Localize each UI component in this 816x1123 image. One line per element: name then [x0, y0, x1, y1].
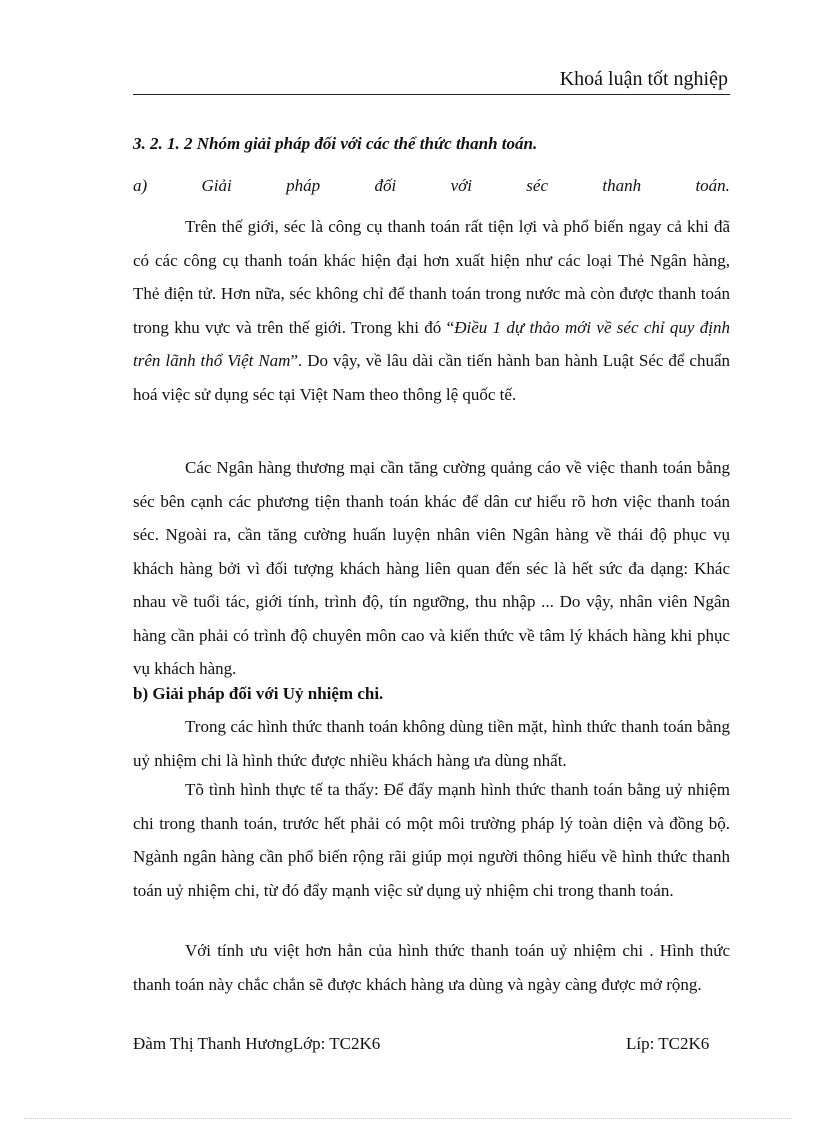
footer-class: Líp: TC2K6: [626, 1034, 710, 1053]
subheading-b: b) Giải pháp đối với Uỷ nhiệm chi.: [133, 684, 384, 703]
subheading-a-word: a): [133, 176, 148, 195]
paragraph-2: Các Ngân hàng thương mại cần tăng cường quảng cáo về việc thanh toán bằng séc bên cạnh các phương tiện thanh toán khác để dân cư hiểu rõ hơn việc thanh toán séc. Ngoài ra, cần tăng cường huấn luyện nhân viên Ngân hàng về thái độ phục vụ khách hàng bởi vì đối tượng khách hàng liên quan đến séc là hết sức đa dạng: Khác nhau về tuổi tác, giới tính, trình độ, tín ngưỡng, thu nhập ... Do vậy, nhân viên Ngân hàng cần phải có trình độ chuyên môn cao và kiến thức về tâm lý khách hàng khi phục vụ khách hàng.: [133, 458, 730, 678]
header-rule: [133, 94, 730, 95]
section-heading: 3. 2. 1. 2 Nhóm giải pháp đối với các thể thức thanh toán.: [133, 134, 538, 153]
subheading-a-word: Giải: [201, 176, 232, 195]
footer-author: Đàm Thị Thanh HươngLớp: TC2K6: [133, 1034, 381, 1053]
paragraph-5: Với tính ưu việt hơn hẳn của hình thức thanh toán uỷ nhiệm chi . Hình thức thanh toán này chắc chắn sẽ được khách hàng ưa dùng và ngày càng được mở rộng.: [133, 941, 730, 994]
paragraph-1-text-end: ”. Do vậy, về lâu dài cần tiến hành ban hành Luật Séc để chuẩn hoá việc sử dụng séc tại Việt Nam theo thông lệ quốc tế.: [133, 351, 731, 404]
subheading-a-word: séc: [526, 176, 548, 195]
paragraph-1-text: Trên thế giới, séc là công cụ thanh toán rất tiện lợi và phổ biến ngay cả khi đã có các công cụ thanh toán khác hiện đại hơn xuất hiện như các loại Thẻ Ngân hàng, Thẻ điện tử. Hơn nữa, séc không chỉ để thanh toán trong nước mà còn được thanh toán trong khu vực và trên thế giới. Trong khi đó “: [133, 217, 730, 337]
paragraph-4: Tõ tình hình thực tế ta thấy: Để đẩy mạnh hình thức thanh toán bằng uỷ nhiệm chi trong thanh toán, trước hết phải có một môi trường pháp lý toàn diện và đồng bộ. Ngành ngân hàng cần phổ biến rộng rãi giúp mọi người thông hiểu về hình thức thanh toán uỷ nhiệm chi, từ đó đẩy mạnh việc sử dụng uỷ nhiệm chi trong thanh toán.: [133, 780, 730, 900]
page-edge: [24, 1118, 792, 1119]
header-title: Khoá luận tốt nghiệp: [559, 68, 728, 90]
paragraph-1: [133, 210, 730, 411]
subheading-a: [133, 176, 730, 196]
subheading-a-word: đối: [374, 176, 397, 195]
subheading-a-word: thanh: [602, 176, 642, 195]
subheading-a-word: toán.: [695, 176, 730, 195]
subheading-a-word: với: [450, 176, 472, 195]
paragraph-3: Trong các hình thức thanh toán không dùng tiền mặt, hình thức thanh toán bằng uỷ nhiệm chi là hình thức được nhiều khách hàng ưa dùng nhất.: [133, 717, 730, 770]
subheading-a-word: pháp: [286, 176, 321, 195]
paragraph-1-quote: Điều 1 dự thảo mới về séc chỉ quy định trên lãnh thổ Việt Nam: [133, 317, 731, 370]
